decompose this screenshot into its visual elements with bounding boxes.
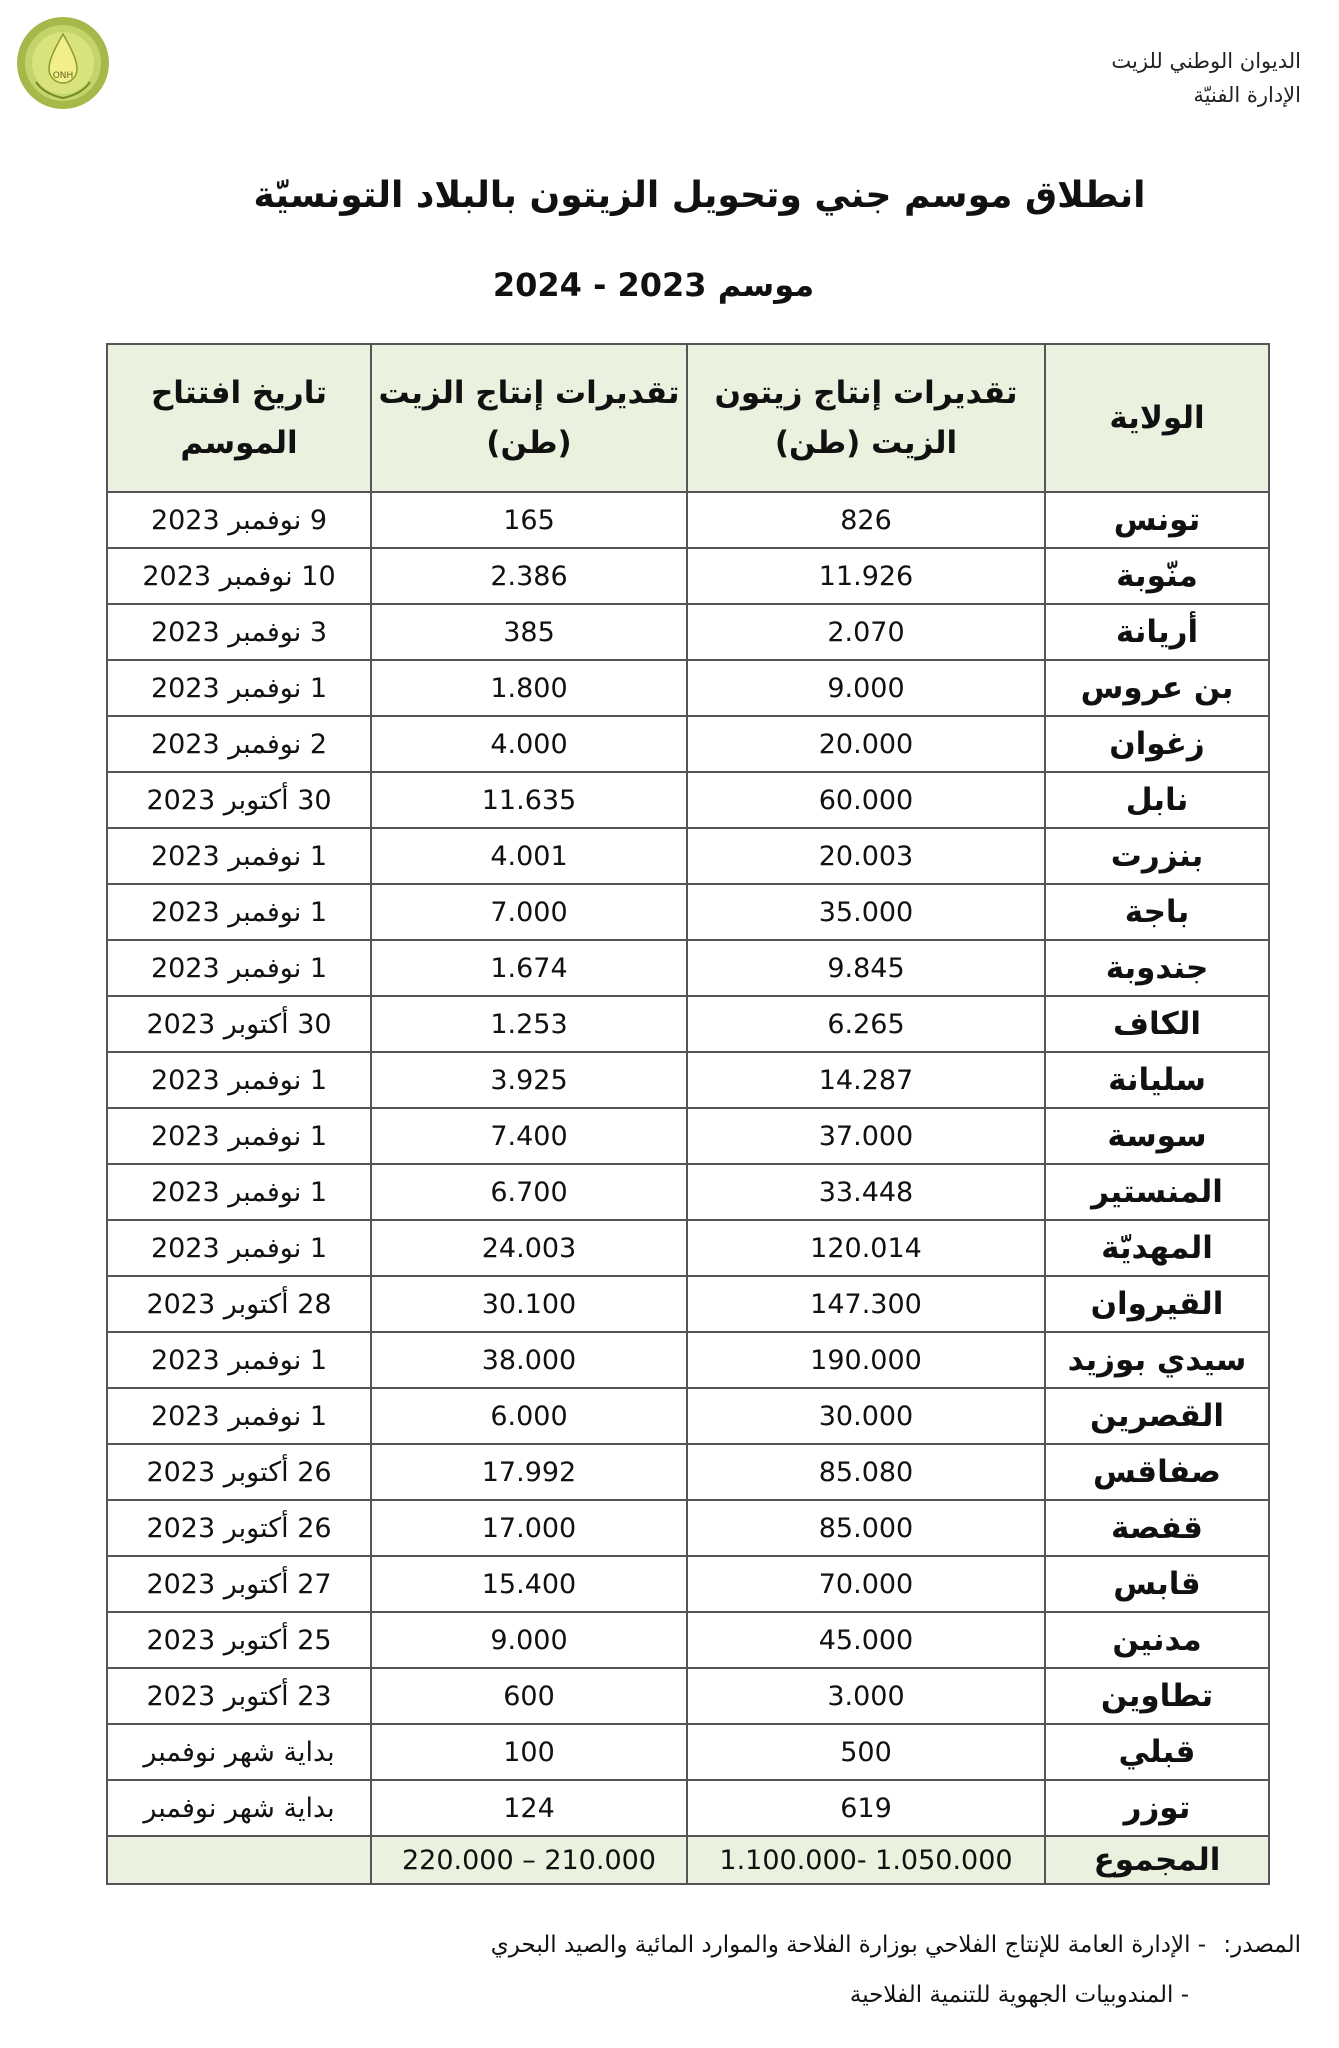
olive-estimate-cell: 33.448	[687, 1164, 1045, 1220]
table-row	[107, 884, 1269, 940]
svg-text:ONH: ONH	[52, 71, 74, 81]
column-header-oil-estimate: تقديرات إنتاج الزيت (طن)	[371, 344, 687, 492]
oil-estimate-cell: 385	[371, 604, 687, 660]
opening-date-cell: 1 نوفمبر 2023	[107, 884, 371, 940]
oil-estimate-cell: 100	[371, 1724, 687, 1780]
total-label-cell: المجموع	[1045, 1836, 1269, 1884]
table-row	[107, 1164, 1269, 1220]
opening-date-cell: 26 أكتوبر 2023	[107, 1444, 371, 1500]
oil-estimate-cell: 4.001	[371, 828, 687, 884]
olive-estimate-cell: 9.845	[687, 940, 1045, 996]
table-row	[107, 828, 1269, 884]
total-date-cell	[107, 1836, 371, 1884]
opening-date-cell: 30 أكتوبر 2023	[107, 996, 371, 1052]
governorate-cell: المنستير	[1045, 1164, 1269, 1220]
table-row	[107, 548, 1269, 604]
olive-estimate-cell: 70.000	[687, 1556, 1045, 1612]
onh-logo	[14, 14, 112, 112]
olive-estimate-cell: 147.300	[687, 1276, 1045, 1332]
table-row	[107, 1612, 1269, 1668]
governorate-cell: سوسة	[1045, 1108, 1269, 1164]
governorate-cell: تونس	[1045, 492, 1269, 548]
oil-estimate-cell: 4.000	[371, 716, 687, 772]
table-row	[107, 772, 1269, 828]
olive-estimate-cell: 9.000	[687, 660, 1045, 716]
oil-estimate-cell: 2.386	[371, 548, 687, 604]
olive-estimate-cell: 6.265	[687, 996, 1045, 1052]
table-row	[107, 1500, 1269, 1556]
table-row	[107, 940, 1269, 996]
olive-estimate-cell: 500	[687, 1724, 1045, 1780]
table-row	[107, 1220, 1269, 1276]
olive-estimate-cell: 60.000	[687, 772, 1045, 828]
olive-estimate-cell: 30.000	[687, 1388, 1045, 1444]
olive-estimate-cell: 3.000	[687, 1668, 1045, 1724]
governorate-cell: قبلي	[1045, 1724, 1269, 1780]
governorate-cell: قابس	[1045, 1556, 1269, 1612]
oil-estimate-cell: 30.100	[371, 1276, 687, 1332]
table-row	[107, 1556, 1269, 1612]
source-label: المصدر:	[1223, 1932, 1301, 1958]
oil-estimate-cell: 124	[371, 1780, 687, 1836]
opening-date-cell: 9 نوفمبر 2023	[107, 492, 371, 548]
opening-date-cell: 3 نوفمبر 2023	[107, 604, 371, 660]
governorate-cell: المهديّة	[1045, 1220, 1269, 1276]
opening-date-cell: 1 نوفمبر 2023	[107, 1108, 371, 1164]
governorate-cell: منّوبة	[1045, 548, 1269, 604]
governorate-cell: القصرين	[1045, 1388, 1269, 1444]
governorate-cell: أريانة	[1045, 604, 1269, 660]
olive-estimate-cell: 14.287	[687, 1052, 1045, 1108]
olive-estimate-cell: 85.080	[687, 1444, 1045, 1500]
oil-estimate-cell: 6.700	[371, 1164, 687, 1220]
oil-estimate-cell: 17.000	[371, 1500, 687, 1556]
table-header-row	[107, 344, 1269, 492]
total-row	[107, 1836, 1269, 1884]
opening-date-cell: 1 نوفمبر 2023	[107, 1052, 371, 1108]
governorate-cell: نابل	[1045, 772, 1269, 828]
governorate-cell: زغوان	[1045, 716, 1269, 772]
governorate-cell: توزر	[1045, 1780, 1269, 1836]
opening-date-cell: 26 أكتوبر 2023	[107, 1500, 371, 1556]
season-subtitle: موسم 2023 - 2024	[492, 266, 815, 304]
oil-estimate-cell: 1.674	[371, 940, 687, 996]
olive-estimate-cell: 20.000	[687, 716, 1045, 772]
source-line-1: - الإدارة العامة للإنتاج الفلاحي بوزارة الفلاحة والموارد المائية والصيد البحري	[490, 1932, 1207, 1958]
opening-date-cell: 1 نوفمبر 2023	[107, 1164, 371, 1220]
olive-estimate-cell: 35.000	[687, 884, 1045, 940]
table-row	[107, 1332, 1269, 1388]
total-oil-estimate-cell: 210.000 – 220.000	[371, 1836, 687, 1884]
organization-header	[1111, 44, 1301, 112]
governorate-cell: قفصة	[1045, 1500, 1269, 1556]
table-row	[107, 1444, 1269, 1500]
governorate-cell: بن عروس	[1045, 660, 1269, 716]
olive-estimate-cell: 11.926	[687, 548, 1045, 604]
opening-date-cell: 30 أكتوبر 2023	[107, 772, 371, 828]
governorate-cell: سليانة	[1045, 1052, 1269, 1108]
oil-estimate-cell: 7.000	[371, 884, 687, 940]
olive-estimate-cell: 45.000	[687, 1612, 1045, 1668]
olive-estimate-cell: 85.000	[687, 1500, 1045, 1556]
opening-date-cell: 1 نوفمبر 2023	[107, 940, 371, 996]
org-name: الديوان الوطني للزيت	[1111, 49, 1301, 73]
table-row	[107, 492, 1269, 548]
oil-estimate-cell: 38.000	[371, 1332, 687, 1388]
table-row	[107, 1724, 1269, 1780]
table-row	[107, 660, 1269, 716]
opening-date-cell: 27 أكتوبر 2023	[107, 1556, 371, 1612]
opening-date-cell: 1 نوفمبر 2023	[107, 828, 371, 884]
governorate-cell: باجة	[1045, 884, 1269, 940]
table-row	[107, 1276, 1269, 1332]
table-row	[107, 1388, 1269, 1444]
opening-date-cell: 2 نوفمبر 2023	[107, 716, 371, 772]
oil-estimate-cell: 7.400	[371, 1108, 687, 1164]
opening-date-cell: 25 أكتوبر 2023	[107, 1612, 371, 1668]
governorate-cell: الكاف	[1045, 996, 1269, 1052]
oil-estimate-cell: 1.253	[371, 996, 687, 1052]
olive-estimate-cell: 37.000	[687, 1108, 1045, 1164]
governorate-cell: جندوبة	[1045, 940, 1269, 996]
oil-estimate-cell: 6.000	[371, 1388, 687, 1444]
oil-estimate-cell: 9.000	[371, 1612, 687, 1668]
table-row	[107, 716, 1269, 772]
oil-estimate-cell: 15.400	[371, 1556, 687, 1612]
table-row	[107, 1668, 1269, 1724]
opening-date-cell: 23 أكتوبر 2023	[107, 1668, 371, 1724]
opening-date-cell: 1 نوفمبر 2023	[107, 1332, 371, 1388]
oil-estimate-cell: 3.925	[371, 1052, 687, 1108]
opening-date-cell: 10 نوفمبر 2023	[107, 548, 371, 604]
page-title: انطلاق موسم جني وتحويل الزيتون بالبلاد التونسيّة	[253, 175, 1146, 216]
total-olive-estimate-cell: 1.050.000 -1.100.000	[687, 1836, 1045, 1884]
table-row	[107, 996, 1269, 1052]
olive-estimate-cell: 619	[687, 1780, 1045, 1836]
governorate-cell: صفاقس	[1045, 1444, 1269, 1500]
source-line-2: - المندوبيات الجهوية للتنمية الفلاحية	[849, 1982, 1189, 2008]
table-row	[107, 1052, 1269, 1108]
table-row	[107, 604, 1269, 660]
olive-estimate-cell: 2.070	[687, 604, 1045, 660]
opening-date-cell: 1 نوفمبر 2023	[107, 660, 371, 716]
column-header-opening-date: تاريخ افتتاح الموسم	[107, 344, 371, 492]
oil-estimate-cell: 11.635	[371, 772, 687, 828]
column-header-governorate: الولاية	[1045, 344, 1269, 492]
oil-estimate-cell: 165	[371, 492, 687, 548]
department-name: الإدارة الفنيّة	[1193, 83, 1301, 107]
olive-estimate-cell: 120.014	[687, 1220, 1045, 1276]
table-row	[107, 1108, 1269, 1164]
governorate-cell: بنزرت	[1045, 828, 1269, 884]
oil-estimate-cell: 24.003	[371, 1220, 687, 1276]
olive-estimate-cell: 190.000	[687, 1332, 1045, 1388]
opening-date-cell: 1 نوفمبر 2023	[107, 1388, 371, 1444]
olive-production-table	[106, 343, 1270, 1885]
oil-estimate-cell: 600	[371, 1668, 687, 1724]
governorate-cell: سيدي بوزيد	[1045, 1332, 1269, 1388]
governorate-cell: مدنين	[1045, 1612, 1269, 1668]
olive-estimate-cell: 20.003	[687, 828, 1045, 884]
oil-estimate-cell: 1.800	[371, 660, 687, 716]
table-row	[107, 1780, 1269, 1836]
governorate-cell: القيروان	[1045, 1276, 1269, 1332]
olive-estimate-cell: 826	[687, 492, 1045, 548]
opening-date-cell: بداية شهر نوفمبر	[107, 1724, 371, 1780]
column-header-olive-estimate: تقديرات إنتاج زيتون الزيت (طن)	[687, 344, 1045, 492]
opening-date-cell: 28 أكتوبر 2023	[107, 1276, 371, 1332]
oil-estimate-cell: 17.992	[371, 1444, 687, 1500]
opening-date-cell: بداية شهر نوفمبر	[107, 1780, 371, 1836]
opening-date-cell: 1 نوفمبر 2023	[107, 1220, 371, 1276]
source-note	[491, 1932, 1301, 1958]
governorate-cell: تطاوين	[1045, 1668, 1269, 1724]
